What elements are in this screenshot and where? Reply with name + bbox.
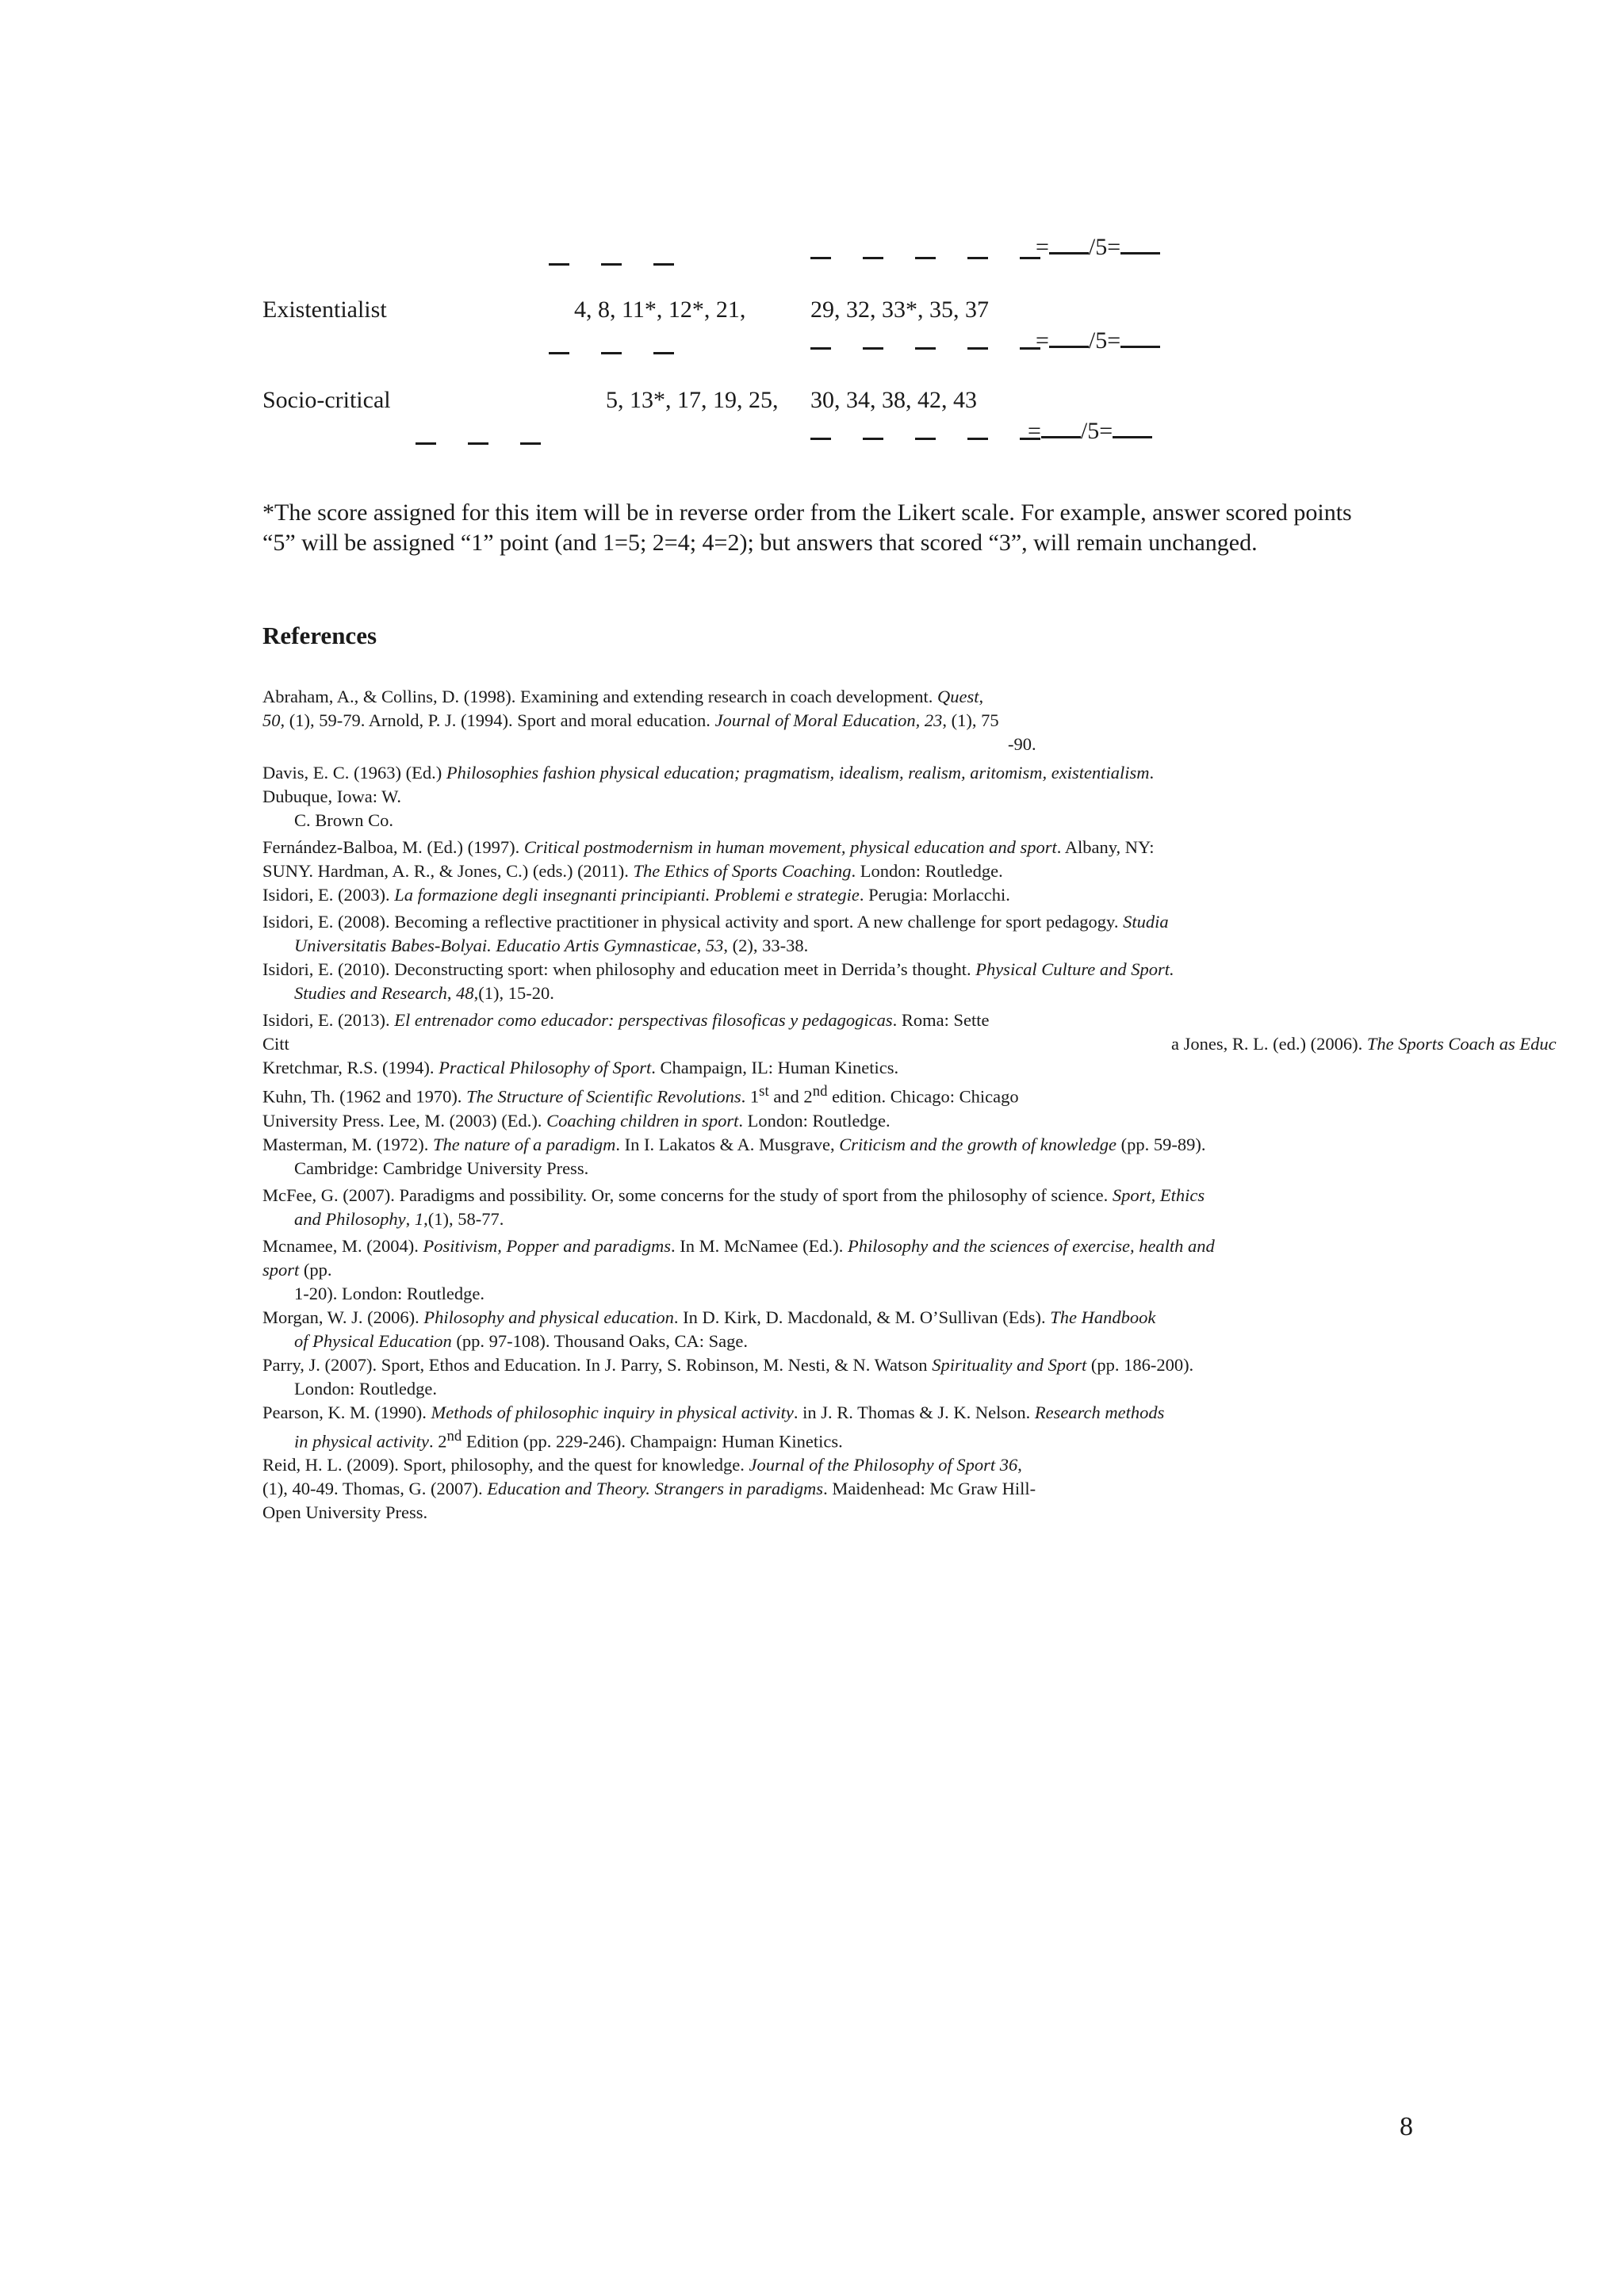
ref-volume: 1 [414,1208,424,1229]
ref-text: . In D. Kirk, D. Macdonald, & M. O’Sullivan (Eds). [673,1307,1046,1327]
reference-entry [262,685,1436,709]
ref-title: Spirituality and Sport [932,1354,1087,1375]
ref-superscript: nd [812,1083,828,1100]
ref-text: (pp. 97-108). Thousand Oaks, CA: Sage. [451,1330,749,1351]
ref-text: and 2 [768,1086,813,1107]
ref-text: . in J. R. Thomas & J. K. Nelson. [793,1402,1031,1422]
reference-entry [262,761,1436,785]
ref-journal: Physical Culture and Sport. [975,959,1174,979]
ref-journal: Sport, Ethics [1112,1184,1205,1205]
ref-text: Citt [262,1034,289,1054]
ref-superscript: nd [446,1427,462,1445]
answer-blanks-right-existentialist [810,325,1072,357]
ref-title: Education and Theory. Strangers in paradigms [487,1479,824,1498]
page-number: 8 [1400,2112,1413,2141]
answer-blank [863,257,883,259]
answer-blank [863,438,883,440]
ref-title: sport [262,1259,300,1280]
score-prefix: = [1036,234,1049,260]
ref-text: Pearson, K. M. (1990). [262,1402,427,1422]
ref-text: McFee, G. (2007). Paradigms and possibility. Or, some concerns for the study of sport from the philosophy of science. [262,1184,1109,1205]
ref-text: SUNY. Hardman, A. R., & Jones, C.) (eds.) (2011). [262,861,629,881]
ref-title: Criticism and the growth of knowledge [839,1134,1116,1154]
reference-entry [262,1234,1436,1258]
ref-title: Philosophies fashion physical education; pragmatism, idealism, realism, aritomism, existentialism [446,763,1150,783]
ref-text-right [1171,1032,1557,1056]
category-label-socio-critical: Socio-critical [262,387,391,413]
score-tail: /5= [1080,418,1113,444]
reference-entry [262,1282,1436,1306]
ref-text: , [1017,1455,1022,1475]
ref-text: , (2), 33-38. [723,936,809,955]
ref-volume: 50 [262,710,281,730]
reference-entry [262,1401,1436,1425]
ref-text: Kretchmar, R.S. (1994). [262,1058,435,1077]
items-right-socio-critical: 30, 34, 38, 42, 43 [810,387,977,413]
reference-entry [262,1353,1436,1377]
reference-entry [262,1330,1436,1353]
reference-entry [262,733,1436,756]
ref-text: (pp. 59-89). [1116,1134,1206,1154]
answer-blank [601,263,622,266]
ref-title: The Sports Coach as Educ [1366,1034,1557,1054]
references-heading: References [262,622,377,649]
ref-volume: 48 [456,983,474,1003]
ref-text: (1), 40-49. Thomas, G. (2007). [262,1479,483,1498]
ref-text: London: Routledge. [294,1378,437,1399]
ref-text: . In M. McNamee (Ed.). [670,1235,844,1256]
score-field-row0 [1036,233,1160,261]
references-list [262,685,1557,1525]
ref-text: 1-20). London: Routledge. [294,1283,485,1303]
ref-text: Kuhn, Th. (1962 and 1970). [262,1086,462,1107]
ref-title: Philosophy and the sciences of exercise, health and [848,1235,1215,1256]
ref-text: (pp. [299,1259,332,1280]
reference-entry: Studies and Research, 48,(1), 15-20. [294,983,554,1003]
ref-title: Coaching children in sport [546,1110,739,1131]
ref-title: Practical Philosophy of Sport [439,1058,652,1077]
ref-title: of Physical Education [294,1330,452,1351]
ref-journal: Universitatis Babes-Bolyai. Educatio Artis Gymnasticae [294,936,697,955]
items-left-socio-critical: 5, 13*, 17, 19, 25, [606,387,779,413]
reference-entry [262,1258,1436,1282]
ref-text: (pp. 186-200). [1086,1354,1194,1375]
reference-entry [262,1032,1557,1056]
ref-title: Critical postmodernism in human movement, physical education and sport [523,837,1057,857]
answer-blank [520,442,541,445]
answer-blank [653,352,674,354]
answer-blank [967,438,988,440]
answer-blank [468,442,488,445]
ref-title: The Handbook [1050,1307,1156,1327]
reference-entry [262,1477,1436,1501]
ref-text: . Roma: Sette [892,1010,990,1030]
answer-blanks-left-socio-critical [416,420,573,452]
answer-blank [967,257,988,259]
ref-volume: 53 [705,936,724,955]
ref-text: Isidori, E. (2003). [262,885,390,905]
reference-entry [262,1056,1436,1080]
reference-entry [262,836,1436,859]
reference-entry [262,1453,1436,1477]
ref-text: Mcnamee, M. (2004). [262,1235,419,1256]
ref-text: . Perugia: Morlacchi. [859,885,1010,905]
ref-title: Positivism, Popper and paradigms [423,1235,671,1256]
reference-entry [262,1184,1436,1207]
score-result-blank [1120,233,1160,254]
ref-title: Methods of philosophic inquiry in physical activity [431,1402,794,1422]
ref-text: Morgan, W. J. (2006). [262,1307,419,1327]
score-field-socio-critical [1028,417,1152,445]
ref-text: . London: Routledge. [851,861,1003,881]
ref-text: . London: Routledge. [738,1110,891,1131]
ref-title: The nature of a paradigm [432,1134,616,1154]
ref-text: Isidori, E. (2013). [262,1010,390,1030]
reference-entry [262,1133,1436,1157]
ref-text: . [1149,763,1155,783]
answer-blanks-left-row0 [549,241,706,273]
ref-text: . Albany, NY: [1056,837,1155,857]
answer-blank [915,257,936,259]
reference-entry [262,958,1436,982]
category-label-existentialist: Existentialist [262,297,387,323]
ref-journal: Quest [937,687,979,706]
ref-journal: Journal of Moral Education, 23 [714,710,943,730]
reference-entry [262,1306,1436,1330]
reference-entry [262,809,1436,832]
reference-entry [262,1501,1436,1525]
answer-blank [416,442,436,445]
reference-entry [262,1157,1436,1181]
ref-text: Abraham, A., & Collins, D. (1998). Examining and extending research in coach development. [262,687,933,706]
ref-text: , [979,687,984,706]
ref-title: The Structure of Scientific Revolutions [466,1086,741,1107]
reference-entry: Universitatis Babes-Bolyai. Educatio Artis Gymnasticae, 53, (2), 33-38. [294,936,809,955]
ref-journal: and Philosophy [294,1208,406,1229]
ref-text: C. Brown Co. [294,810,394,830]
answer-blanks-right-row0 [810,235,1072,266]
ref-text: ,(1), 15-20. [473,983,554,1003]
ref-text: Reid, H. L. (2009). Sport, philosophy, and the quest for knowledge. [262,1455,745,1475]
ref-title: Philosophy and physical education [423,1307,674,1327]
reference-entry [262,1080,1436,1109]
ref-text: . 2 [428,1431,447,1451]
answer-blank [601,352,622,354]
ref-journal: Studia [1123,912,1169,932]
answer-blank [915,438,936,440]
ref-text: University Press. Lee, M. (2003) (Ed.). [262,1110,542,1131]
ref-pages: -90. [1008,734,1036,754]
answer-blank [863,347,883,350]
reference-entry: and Philosophy, 1,(1), 58-77. [294,1208,504,1229]
ref-journal: Journal of the Philosophy of Sport 36 [749,1455,1018,1475]
ref-title: La formazione degli insegnanti principianti. Problemi e strategie [394,885,860,905]
ref-text: , (1), 75 [942,710,999,730]
reference-entry [262,883,1436,907]
ref-text: . Champaign, IL: Human Kinetics. [651,1058,899,1077]
ref-text: Parry, J. (2007). Sport, Ethos and Education. In J. Parry, S. Robinson, M. Nesti, & N. Watson [262,1354,928,1375]
items-left-existentialist: 4, 8, 11*, 12*, 21, [574,297,746,323]
answer-blanks-left-existentialist [549,330,706,362]
reference-entry [262,910,1436,934]
score-result-blank [1113,417,1152,438]
ref-text: Edition (pp. 229-246). Champaign: Human Kinetics. [462,1431,843,1451]
answer-blank [810,438,831,440]
reference-entry [262,1425,1436,1454]
ref-text: a Jones, R. L. (ed.) (2006). [1171,1034,1363,1054]
ref-title: Research methods [1034,1402,1165,1422]
ref-text: Davis, E. C. (1963) (Ed.) [262,763,442,783]
ref-text: Open University Press. [262,1502,428,1522]
reference-entry [262,709,1436,733]
ref-text: , (1), 59-79. Arnold, P. J. (1994). Sport and moral education. [280,710,710,730]
answer-blank [810,347,831,350]
items-right-existentialist: 29, 32, 33*, 35, 37 [810,297,989,323]
score-tail: /5= [1088,327,1121,354]
answer-blank [653,263,674,266]
score-blank [1041,417,1081,438]
ref-text: ,(1), 58-77. [423,1208,504,1229]
reference-entry [262,859,1436,883]
ref-journal: Studies and Research [294,983,447,1003]
ref-text: Cambridge: Cambridge University Press. [294,1158,589,1178]
ref-title: The Ethics of Sports Coaching [633,861,852,881]
reverse-scoring-note: *The score assigned for this item will be in reverse order from the Likert scale. For example, answer scored points “5” will be assigned “1” point (and 1=5; 2=4; 4=2); but answers that scored “3”, will remain unchanged. [262,499,1352,556]
reference-entry [262,1377,1436,1401]
answer-blank [549,263,569,266]
ref-text: edition. Chicago: Chicago [827,1086,1019,1107]
reference-entry [262,1008,1436,1032]
reference-entry [262,1109,1436,1133]
score-prefix: = [1036,327,1049,354]
ref-text: Fernández-Balboa, M. (Ed.) (1997). [262,837,520,857]
score-field-existentialist [1036,327,1160,354]
answer-blank [810,257,831,259]
ref-text: Isidori, E. (2010). Deconstructing sport: when philosophy and education meet in Derrida’s thought. [262,959,971,979]
ref-title: El entrenador como educador: perspectivas filosoficas y pedagogicas [394,1010,893,1030]
ref-text: Dubuque, Iowa: W. [262,786,401,806]
ref-title: in physical activity [294,1431,429,1451]
score-prefix: = [1028,418,1041,444]
answer-blank [915,347,936,350]
score-blank [1049,327,1089,348]
ref-text: Masterman, M. (1972). [262,1134,429,1154]
answer-blank [549,352,569,354]
score-tail: /5= [1088,234,1121,260]
ref-superscript: st [759,1083,769,1100]
ref-text: . In I. Lakatos & A. Musgrave, [615,1134,835,1154]
ref-text: . Maidenhead: Mc Graw Hill- [823,1479,1036,1498]
score-blank [1049,233,1089,254]
reference-entry [262,785,1436,809]
ref-text: Isidori, E. (2008). Becoming a reflective practitioner in physical activity and sport. A new challenge for sport pedagogy. [262,912,1119,932]
ref-text: . 1 [741,1086,760,1107]
score-result-blank [1120,327,1160,348]
answer-blank [967,347,988,350]
